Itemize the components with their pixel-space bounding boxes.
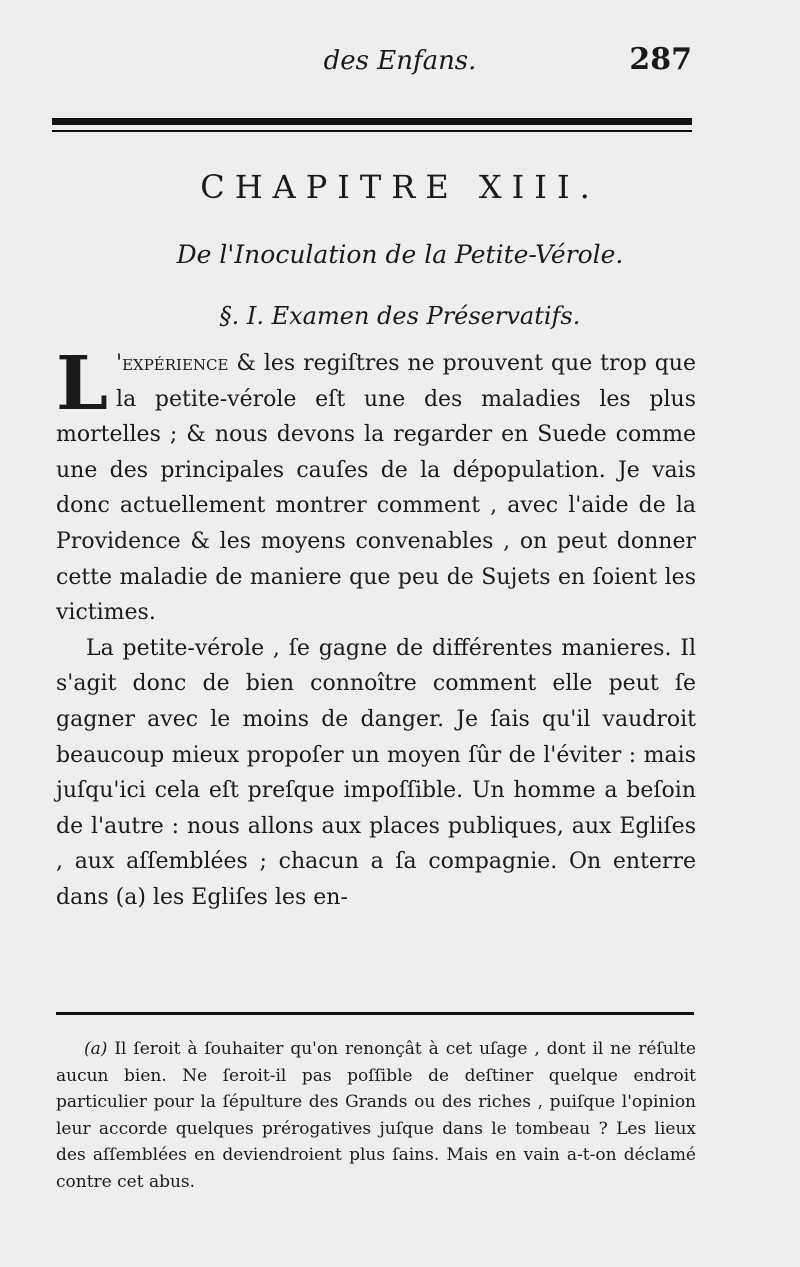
footnote-rule [56, 1012, 694, 1015]
paragraph-1 [56, 341, 696, 631]
footnote-marker: (a) [84, 1039, 108, 1059]
page-number: 287 [629, 42, 692, 77]
running-head [0, 42, 800, 82]
paragraph-2: La petite-vérole , ſe gagne de différentes manieres. Il s'agit donc de bien connoître comment elle peut ſe gagner avec le moins de danger. Je ſais qu'il vaudroit beaucoup mieux propoſer un moyen ſûr de l'éviter : mais juſqu'ici cela eſt preſque impoſſible. Un homme a beſoin de l'autre : nous allons aux places publiques, aux Egliſes , aux aſſemblées ; chacun a ſa compagnie. On enterre dans (a) les Egliſes les en- [56, 635, 696, 910]
header-rule-thick [52, 118, 692, 125]
footnote-text: Il ſeroit à ſouhaiter qu'on renonçât à cet uſage , dont il ne réſulte aucun bien. Ne ſeroit-il pas poſſible de deſtiner quelque endroit particulier pour la ſépulture des Grands ou des riches , puiſque l'opinion leur accorde quelques prérogatives juſque dans le tombeau ? Les lieux des aſſemblées en deviendroient plus ſains. Mais en vain a-t-on déclamé contre cet abus. [56, 1039, 696, 1192]
chapter-heading: CHAPITRE XIII. [200, 168, 600, 206]
body-text [56, 341, 696, 916]
running-title: des Enfans. [323, 46, 477, 76]
drop-cap: L [56, 341, 109, 427]
section-heading: §. I. Examen des Préservatifs. [219, 302, 581, 330]
footnote [56, 1036, 696, 1195]
header-rule-thin [52, 130, 692, 132]
paragraph-1-text: & les regiſtres ne prouvent que trop que la petite-vérole eſt une des maladies les plus mortelles ; & nous devons la regarder en Suede comme une des principales cauſes de la dépopulation. Je vais donc actuellement montrer comment , avec l'aide de la Providence & les moyens convenables , on peut donner cette maladie de maniere que peu de Sujets en ſoient les victimes. [56, 351, 696, 626]
chapter-subtitle: De l'Inoculation de la Petite-Vérole. [176, 240, 624, 269]
first-word: 'expérience [116, 351, 229, 376]
